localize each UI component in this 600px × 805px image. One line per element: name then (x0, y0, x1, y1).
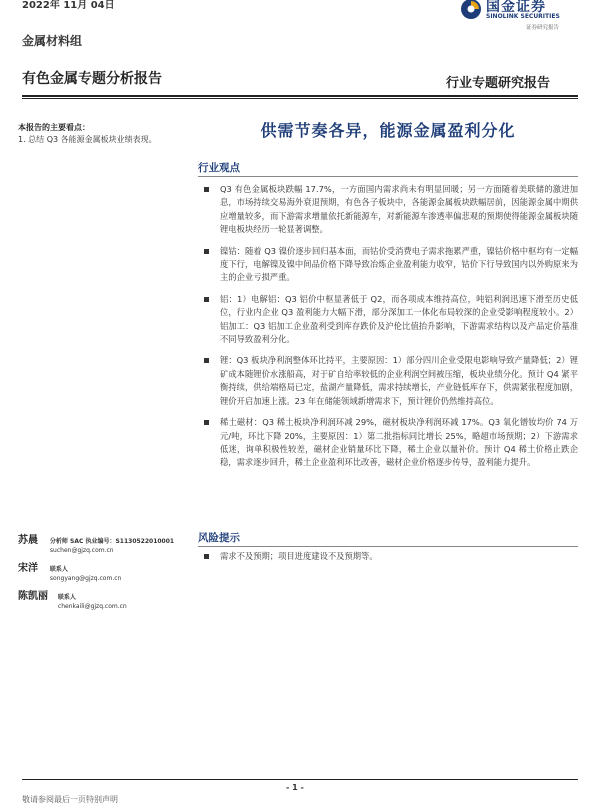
views-list (198, 183, 578, 478)
analyst-email[interactable]: chenkaili@gjzq.com.cn (57, 603, 127, 610)
risk-heading: 风险提示 (198, 532, 240, 544)
list-item (198, 245, 578, 285)
analyst-info (50, 565, 121, 583)
bullet-square-icon (204, 297, 209, 302)
bullet-square-icon (204, 187, 209, 192)
bullet-square-icon (204, 358, 209, 363)
header-divider-thin (22, 98, 578, 99)
footer-note: 敬请参阅最后一页特别声明 (22, 795, 118, 804)
views-heading: 行业观点 (198, 162, 240, 174)
logo-name: 国金证券 (486, 0, 546, 15)
view-text: 锂：Q3 板块净利润整体环比持平，主要原因：1）部分四川企业受限电影响导致产量降低；2）锂矿成本随锂价水涨船高，对于矿自给率较低的企业利润空间被压缩，板块业绩分化。预计 Q4 紧平衡持续，供给端格局已定，盐湖产量降低，需求持续增长，产业链低库存下，供需紧张程度加剧，锂价开启加速上涨。23 年在储能领域新增需求下，预计锂价仍然维持高位。 (220, 355, 578, 406)
view-text: 铝：1）电解铝：Q3 铝价中枢显著低于 Q2，而各项成本维持高位，吨铝利润迅速下滑至历史低位，行业内企业 Q3 盈利能力大幅下滑，部分深加工一体化布局较深的企业受影响程度较小。2）铝加工：Q3 铝加工企业盈利受到库存跌价及沪伦比值抬升影响，下游需求结构以及产品定价基准不同导致盈利分化。 (220, 293, 578, 345)
analyst-email[interactable]: songyang@gjzq.com.cn (49, 575, 122, 582)
views-heading-rule (198, 176, 578, 177)
risk-heading-rule (198, 546, 578, 547)
research-group: 金属材料组 (22, 34, 83, 48)
view-text: 镍钴：随着 Q3 镍价逐步回归基本面，而钴价受消费电子需求拖累严重，镍钴价格中枢均有一定幅度下行，电解镍及镍中间品价格下降导致冶炼企业盈利能力收窄，钴价下行导致国内以外购原来为主的企业亏损严重。 (220, 245, 578, 283)
header-divider (22, 95, 578, 97)
risk-text: 需求不及预期；项目进度建设不及预期等。 (220, 551, 378, 561)
report-title: 有色金属专题分析报告 (22, 71, 162, 87)
bullet-square-icon (204, 554, 209, 559)
analyst-role: 分析师 SAC 执业编号：S1130522010001 (49, 538, 175, 545)
analyst-card (18, 537, 193, 555)
analyst-role: 联系人 (49, 566, 68, 573)
report-date: 2022年 11月 04日 (22, 0, 115, 11)
logo-subtitle: 证券研究报告 (526, 25, 560, 31)
analyst-role: 联系人 (57, 594, 76, 601)
company-logo (460, 0, 580, 34)
main-title: 供需节奏各异，能源金属盈利分化 (260, 121, 516, 140)
sidebar-heading: 本报告的主要看点： (18, 123, 90, 132)
analyst-card (18, 593, 193, 611)
bullet-square-icon (204, 249, 209, 254)
list-item (198, 183, 578, 237)
footer-divider (22, 779, 578, 780)
list-item (198, 293, 578, 347)
analyst-info (50, 537, 174, 555)
bullet-square-icon (204, 420, 209, 425)
list-item (198, 416, 578, 470)
logo-name-en: SINOLINK SECURITIES (486, 13, 560, 20)
analyst-name: 苏晨 (18, 535, 38, 546)
analyst-name: 陈凯丽 (18, 591, 48, 602)
report-type: 行业专题研究报告 (446, 76, 551, 91)
risk-list (198, 550, 578, 571)
page-number: - 1 - (286, 783, 304, 792)
analyst-name: 宋洋 (18, 563, 38, 574)
view-text: 稀土磁材：Q3 稀土板块净利润环减 29%，磁材板块净利润环减 17%。Q3 氧化镨钕均价 74 万元/吨，环比下降 20%，主要原因：1）第二批指标同比增长 25%，略超市场预期；2）下游需求低迷，询单积极性较差，磁材企业销量环比下降，稀土企业以量补价。预计 Q4 稀土价格止跌企稳，需求逐步回升，稀土企业盈利环比改善，磁材企业价格逐步传导，盈利能力提升。 (220, 417, 578, 468)
analyst-email[interactable]: suchen@gjzq.com.cn (49, 547, 114, 554)
list-item (198, 550, 578, 563)
analyst-info (58, 593, 127, 611)
list-item (198, 354, 578, 408)
sidebar-highlights (18, 122, 178, 146)
view-text: Q3 有色金属板块跌幅 17.7%，一方面国内需求尚未有明显回暖；另一方面随着美联储的激进加息，市场持续交易海外衰退预期，有色各子板块中，各能源金属板块跌幅居前，因能源金属中期供应增量较多，而下游需求增量依托新能源车，对新能源车渗透率偏悲观的预期使得能源金属板块随锂电板块经历一轮显著调整。 (220, 184, 578, 235)
logo-mark-icon (460, 0, 482, 20)
analyst-card (18, 565, 193, 583)
sidebar-point: 1. 总结 Q3 各能源金属板块业绩表现。 (18, 135, 157, 144)
